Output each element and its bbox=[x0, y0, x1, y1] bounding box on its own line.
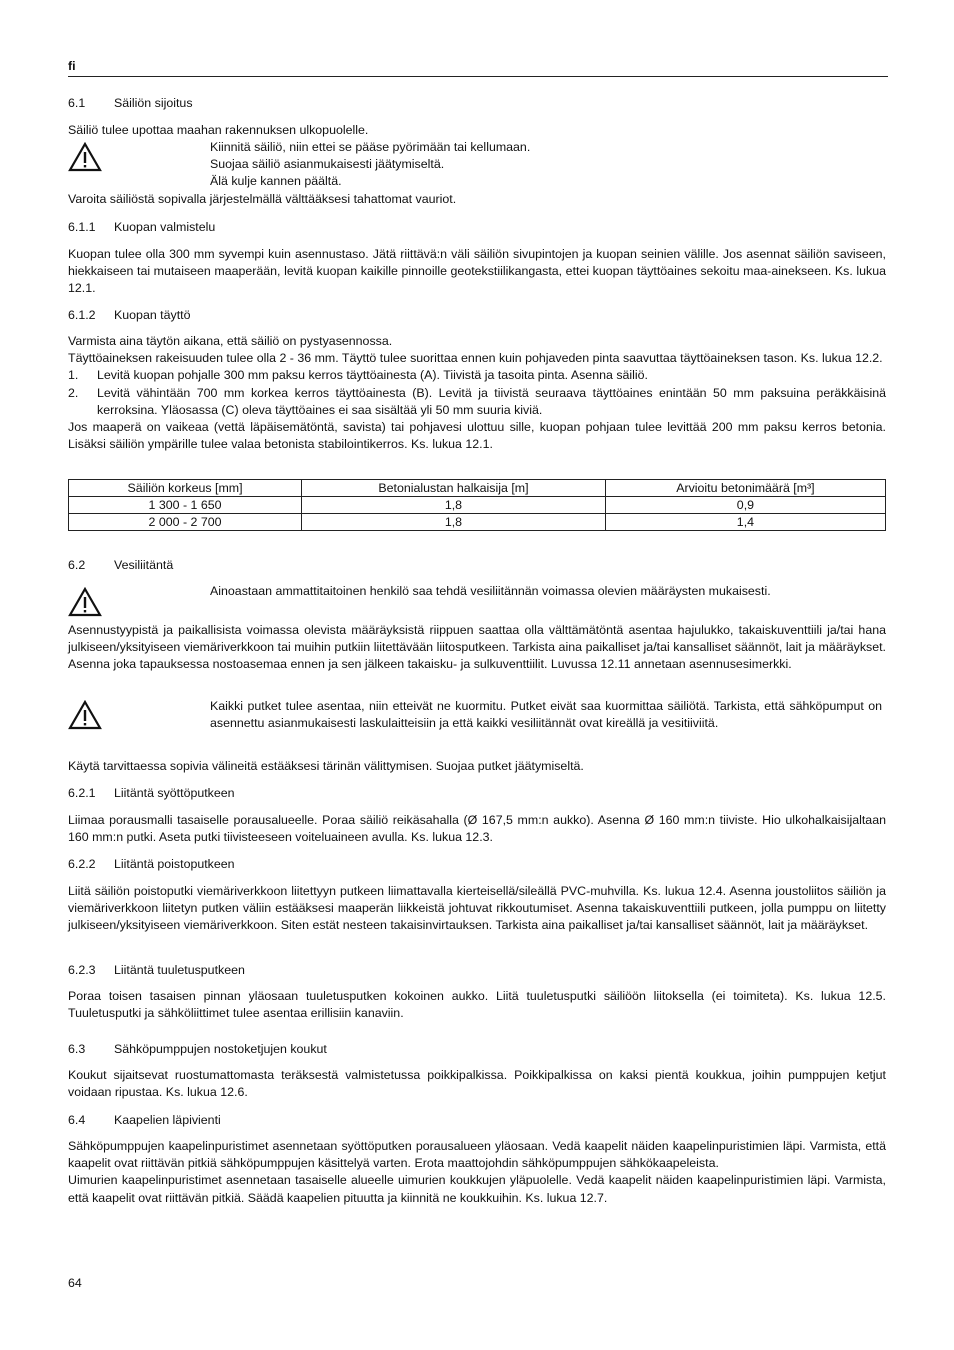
paragraph: Varmista aina täytön aikana, että säiliö on pystyasennossa. bbox=[68, 334, 393, 348]
table-cell: 1,4 bbox=[605, 514, 885, 531]
table-cell: 1 300 - 1 650 bbox=[69, 497, 302, 514]
table-row bbox=[69, 514, 886, 531]
list-text: Levitä vähintään 700 mm korkea kerros täyttöainesta (B). Levitä ja tiivistä seuraava täyttöaines enintään 50 mm paksuina peräkkäisinä kerroksina. Yläosassa (C) oleva täyttöaines ei saa sisältää yli 50 mm suuria kiviä. bbox=[97, 385, 886, 417]
warning-icon bbox=[68, 700, 102, 730]
heading-title: Sähköpumppujen nostoketjujen koukut bbox=[114, 1042, 327, 1056]
paragraph: Säiliö tulee upottaa maahan rakennuksen ulkopuolelle. bbox=[68, 123, 369, 137]
heading-6-2 bbox=[68, 557, 886, 574]
heading-6-4 bbox=[68, 1112, 886, 1129]
paragraph: Asennustyypistä ja paikallisista voimassa olevista määräyksistä riippuen saattaa olla välttämätöntä asentaa hajulukko, takaiskuventtiili ja/tai hana julkiseen/yksityiseen viemäriverkkoon tai muihin putkiin liitettävään liitosputkeen. Tarkista aina paikalliset ja/tai kansalliset säännöt, lait ja määräykset. Asenna joka tapauksessa nostoasemaa ennen ja sen jälkeen takaisku- ja sulkuventtiilit. Luvussa 12.11 annetaan asennusesimerkki. bbox=[68, 623, 886, 672]
list-number: 2. bbox=[68, 385, 79, 400]
heading-title: Vesiliitäntä bbox=[114, 558, 174, 572]
heading-number: 6.3 bbox=[68, 1042, 86, 1056]
heading-title: Kuopan täyttö bbox=[114, 308, 191, 322]
heading-number: 6.4 bbox=[68, 1113, 86, 1127]
paragraph: Jos maaperä on vaikeaa (vettä läpäisemätöntä, savista) tai pohjavesi ulottuu sille, kuopan pohjaan tulee levittää 200 mm paksu kerros betonia. Lisäksi säiliön ympärille tulee valaa betonista stabilointikerros. Ks. lukua 12.1. bbox=[68, 420, 886, 452]
heading-title: Liitäntä poistoputkeen bbox=[114, 857, 235, 871]
table-cell: 0,9 bbox=[605, 497, 885, 514]
paragraph: Koukut sijaitsevat ruostumattomasta teräksestä valmistetussa poikkipalkissa. Poikkipalkissa on kaksi pientä koukkua, joihin pumppujen ketjut voidaan ripustaa. Ks. lukua 12.6. bbox=[68, 1068, 886, 1100]
warning-line: Kiinnitä säiliö, niin ettei se pääse pyörimään tai kellumaan. bbox=[210, 140, 531, 154]
table-row bbox=[69, 497, 886, 514]
list-text: Levitä kuopan pohjalle 300 mm paksu kerros täyttöainesta (A). Tiivistä ja tasoita pinta. Asenna säiliö. bbox=[97, 368, 648, 383]
paragraph: Käytä tarvittaessa sopivia välineitä estääksesi tärinän välittymisen. Suojaa putket jäätymiseltä. bbox=[68, 759, 584, 773]
warning-line: Suojaa säiliö asianmukaisesti jäätymiseltä. bbox=[210, 157, 445, 172]
paragraph: Poraa toisen tasaisen pinnan yläosaan tuuletusputken kokoinen aukko. Liitä tuuletusputki säiliöön liitoksella (ei toimiteta). Ks. lukua 12.5. Tuuletusputki ja sähköliittimet tulee asentaa erillisiin kanaviin. bbox=[68, 989, 886, 1021]
heading-6-1-2 bbox=[68, 307, 886, 324]
warning-text: Kaikki putket tulee asentaa, niin etteivät ne kuormitu. Putket eivät saa kuormittaa säiliötä. Tarkista, että sähköpumput on asennettu asianmukaisesti laskulaitteisiin ja että kaikki vesiliitännät ovat kireällä ja vesitiiviitä. bbox=[210, 699, 882, 731]
warning-line: Älä kulje kannen päältä. bbox=[210, 174, 342, 189]
table-cell: 2 000 - 2 700 bbox=[69, 514, 302, 531]
heading-6-2-2 bbox=[68, 856, 886, 873]
heading-number: 6.2 bbox=[68, 558, 86, 572]
warning-text bbox=[210, 139, 530, 191]
heading-title: Kuopan valmistelu bbox=[114, 220, 216, 234]
header-rule bbox=[68, 76, 888, 77]
heading-6-2-1 bbox=[68, 785, 886, 802]
heading-number: 6.1.1 bbox=[68, 220, 96, 234]
table-header: Arvioitu betonimäärä [m³] bbox=[605, 480, 885, 497]
heading-title: Kaapelien läpivienti bbox=[114, 1113, 221, 1127]
paragraph: Täyttöaineksen rakeisuuden tulee olla 2 - 36 mm. Täyttö tulee suorittaa ennen kuin pohjaveden pinta saavuttaa täyttöaineksen tason. Ks. lukua 12.2. bbox=[68, 351, 883, 366]
heading-6-1-1 bbox=[68, 219, 886, 236]
heading-title: Liitäntä syöttöputkeen bbox=[114, 786, 235, 800]
list-item bbox=[68, 385, 886, 419]
list-item bbox=[68, 367, 886, 384]
page-number: 64 bbox=[68, 1276, 82, 1290]
section-body bbox=[68, 333, 886, 453]
heading-title: Säiliön sijoitus bbox=[114, 96, 193, 110]
paragraph: Liitä säiliön poistoputki viemäriverkkoon liitettyyn putkeen liimattavalla kierteisellä/sileällä PVC-muhvilla. Ks. lukua 12.4. Asenna joustoliitos säiliön ja viemäriverkkoon liitetyn putken väliin estääksesi maaperän liikkeistä johtuvat rikkoutumiset. Asenna takaiskuventtiili putkeen, jolla pumppu on liitetty julkiseen/yksityiseen viemäriverkkoon. Siten estät nesteen takaisinvirtauksen. Tarkista aina paikalliset ja/tai kansalliset säännöt, lait ja määräykset. bbox=[68, 884, 886, 933]
heading-title: Liitäntä tuuletusputkeen bbox=[114, 963, 245, 977]
warning-icon bbox=[68, 587, 102, 617]
table-cell: 1,8 bbox=[302, 497, 606, 514]
section-body bbox=[68, 1138, 886, 1207]
paragraph: Kuopan tulee olla 300 mm syvempi kuin asennustaso. Jätä riittävä:n väli säiliön sivupintojen ja kuopan seinien välille. Jos asennat säiliön saviseen, hiekkaiseen tai mutaiseen maaperään, levitä kuopan kaikille pinnoille geotekstiilikangasta, ettei kuopan täyttöaines sekoitu maa-ainekseen. Ks. lukua 12.1. bbox=[68, 247, 886, 296]
language-label: fi bbox=[68, 59, 76, 73]
heading-6-2-3 bbox=[68, 962, 886, 979]
heading-number: 6.1.2 bbox=[68, 308, 96, 322]
table-cell: 1,8 bbox=[302, 514, 606, 531]
warning-text: Ainoastaan ammattitaitoinen henkilö saa tehdä vesiliitännän voimassa olevien määräysten mukaisesti. bbox=[210, 584, 771, 598]
table-header: Säiliön korkeus [mm] bbox=[69, 480, 302, 497]
heading-number: 6.1 bbox=[68, 96, 86, 110]
table-header: Betonialustan halkaisija [m] bbox=[302, 480, 606, 497]
heading-6-1 bbox=[68, 95, 886, 112]
paragraph: Uimurien kaapelinpuristimet asennetaan tasaiselle alueelle uimurien koukkujen yläpuolelle. Vedä kaapelit näiden kaapelinpuristimien läpi. Varmista, että kaapelit ovat riittävän pitkiä. Säädä kaapelien pituutta ja kiinnitä ne koukkuihin. Ks. lukua 12.7. bbox=[68, 1173, 886, 1205]
warning-icon bbox=[68, 142, 102, 172]
list-number: 1. bbox=[68, 368, 79, 383]
heading-number: 6.2.1 bbox=[68, 786, 96, 800]
heading-6-3 bbox=[68, 1041, 886, 1058]
heading-number: 6.2.3 bbox=[68, 963, 96, 977]
paragraph: Sähköpumppujen kaapelinpuristimet asennetaan syöttöputken porausalueen yläosaan. Vedä kaapelit näiden kaapelinpuristimien läpi. Varmista, että kaapelit ovat riittävän pitkiä sähköpumppujen käsittelyä varten. Erota maattojohdin sähköpumppujen sähkökaapeleista. bbox=[68, 1139, 886, 1171]
concrete-table bbox=[68, 479, 886, 531]
heading-number: 6.2.2 bbox=[68, 857, 96, 871]
paragraph: Liimaa porausmalli tasaiselle porausalueelle. Poraa säiliö reikäsahalla (Ø 167,5 mm:n aukko). Asenna Ø 160 mm:n tiiviste. Hio ulkohalkaisijaltaan 160 mm:n putki. Aseta putki tiivisteeseen voiteluaineen avulla. Ks. lukua 12.3. bbox=[68, 813, 886, 845]
paragraph: Varoita säiliöstä sopivalla järjestelmällä välttääksesi tahattomat vauriot. bbox=[68, 192, 457, 206]
